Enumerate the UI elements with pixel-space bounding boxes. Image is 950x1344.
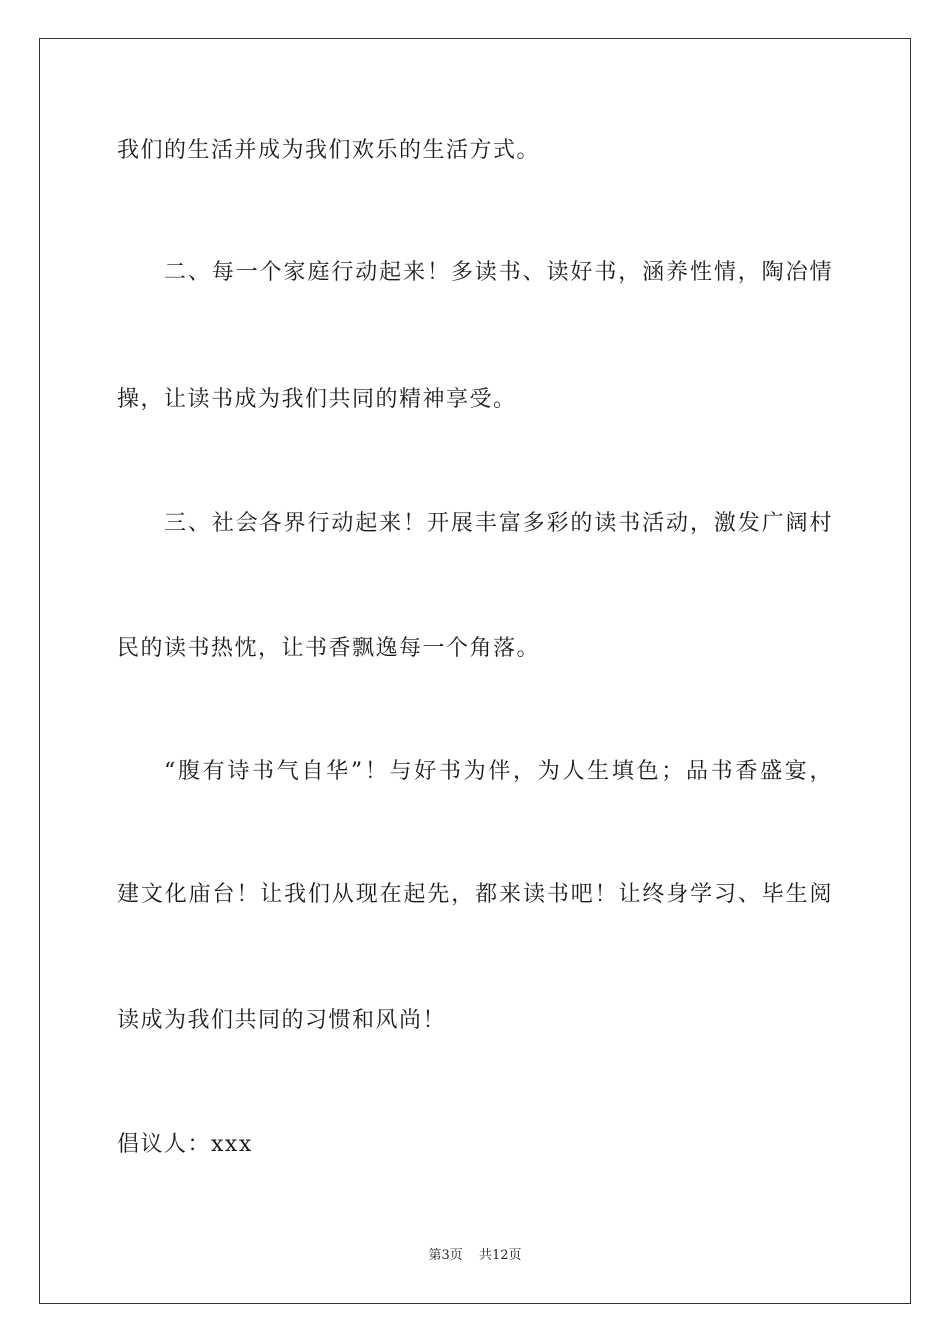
- paragraph-line: 民的读书热忱，让书香飘逸每一个角落。: [117, 636, 541, 661]
- paragraph-line: 二、每一个家庭行动起来！多读书、读好书，涵养性情，陶冶情: [164, 260, 833, 285]
- paragraph-line: “腹有诗书气自华”！与好书为伴，为人生填色；品书香盛宴，: [164, 759, 833, 784]
- page-footer: [0, 1247, 950, 1265]
- signature-line: 倡议人：xxx: [117, 1132, 253, 1157]
- paragraph-line: 建文化庙台！让我们从现在起先，都来读书吧！让终身学习、毕生阅: [117, 882, 833, 907]
- paragraph-line: 读成为我们共同的习惯和风尚！: [117, 1008, 447, 1033]
- page-border: [39, 38, 911, 1304]
- paragraph-line: 三、社会各界行动起来！开展丰富多彩的读书活动，激发广阔村: [164, 511, 833, 536]
- paragraph-line: 操，让读书成为我们共同的精神享受。: [117, 387, 517, 412]
- page-total: 共12页: [478, 1248, 522, 1263]
- paragraph-line: 我们的生活并成为我们欢乐的生活方式。: [117, 138, 541, 163]
- page-number: 第3页: [428, 1248, 463, 1263]
